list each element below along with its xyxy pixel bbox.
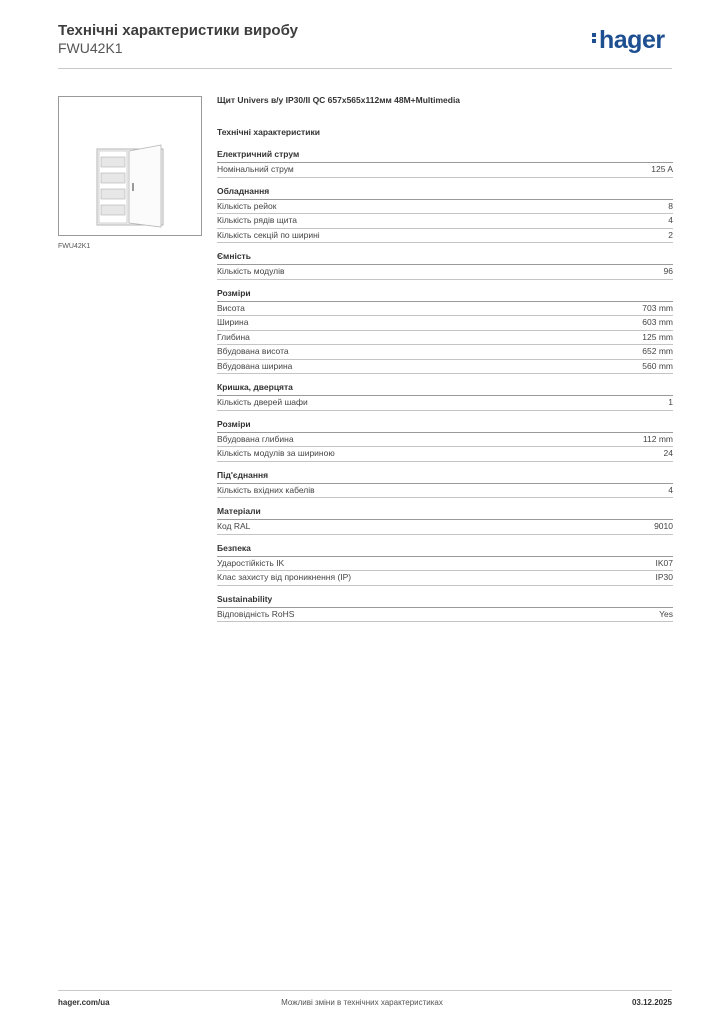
spec-label: Номінальний струм: [217, 164, 294, 174]
spec-row: [217, 229, 673, 244]
spec-row: [217, 265, 673, 280]
specs-heading: Технічні характеристики: [217, 127, 320, 137]
spec-value: 4: [668, 484, 673, 495]
spec-group-title: Розміри: [217, 419, 673, 433]
spec-label: Вбудована висота: [217, 346, 289, 356]
spec-group: [217, 506, 673, 535]
spec-value: Yes: [659, 608, 673, 619]
footer-date: 03.12.2025: [631, 998, 672, 1007]
spec-row: [217, 302, 673, 317]
spec-group-title: Кришка, дверцята: [217, 382, 673, 396]
logo-dots-icon: [592, 31, 597, 45]
spec-value: 125 A: [651, 164, 673, 174]
spec-label: Кількість дверей шафи: [217, 397, 308, 407]
spec-label: Кількість модулів: [217, 266, 285, 276]
page-title: Технічні характеристики виробу: [58, 22, 298, 39]
spec-value: 4: [668, 215, 673, 225]
spec-row: [217, 520, 673, 535]
spec-label: Відповідність RoHS: [217, 608, 295, 619]
image-caption: FWU42K1: [58, 243, 91, 250]
product-code: FWU42K1: [58, 40, 123, 56]
spec-value: 703 mm: [642, 302, 673, 313]
spec-group-title: Під'єднання: [217, 470, 673, 484]
footer-divider: [58, 990, 672, 991]
logo-text: hager: [599, 26, 665, 54]
spec-group-title: Sustainability: [217, 594, 673, 608]
spec-row: [217, 557, 673, 572]
distribution-board-icon: [59, 97, 201, 235]
spec-row: [217, 360, 673, 375]
spec-value: 9010: [654, 521, 673, 531]
spec-label: Кількість рядів щита: [217, 215, 297, 225]
spec-value: 560 mm: [642, 360, 673, 371]
spec-row: [217, 608, 673, 623]
spec-row: [217, 316, 673, 331]
spec-value: 1: [668, 397, 673, 407]
spec-group: [217, 543, 673, 586]
product-image-frame: [58, 96, 202, 236]
spec-value: 2: [668, 229, 673, 240]
spec-group-title: Безпека: [217, 543, 673, 557]
spec-group-title: Матеріали: [217, 506, 673, 520]
spec-label: Висота: [217, 302, 245, 313]
spec-group: [217, 288, 673, 375]
spec-label: Ударостійкість IK: [217, 557, 285, 568]
spec-label: Ширина: [217, 317, 249, 327]
spec-value: 8: [668, 200, 673, 211]
spec-group-title: Електричний струм: [217, 149, 673, 163]
spec-group-title: Обладнання: [217, 186, 673, 200]
footer-website: hager.com/ua: [58, 998, 110, 1007]
hager-logo: [592, 26, 665, 55]
spec-value: IP30: [655, 572, 673, 582]
spec-row: [217, 396, 673, 411]
spec-label: Кількість секцій по ширині: [217, 229, 320, 240]
spec-row: [217, 331, 673, 346]
spec-group: [217, 382, 673, 411]
spec-row: [217, 447, 673, 462]
spec-label: Кількість вхідних кабелів: [217, 484, 315, 495]
spec-groups: [217, 149, 673, 622]
footer-notice: Можливі зміни в технічних характеристиках: [281, 998, 443, 1007]
spec-group-title: Ємність: [217, 251, 673, 265]
spec-row: [217, 345, 673, 360]
spec-row: [217, 200, 673, 215]
spec-value: 96: [663, 266, 673, 276]
spec-label: Вбудована глибина: [217, 433, 294, 444]
spec-group: [217, 149, 673, 178]
spec-group-title: Розміри: [217, 288, 673, 302]
spec-row: [217, 571, 673, 586]
spec-row: [217, 163, 673, 178]
product-description: Щит Univers в/у IP30/II QC 657x565x112мм 48M+Multimedia: [217, 95, 461, 105]
spec-value: 112 mm: [642, 433, 673, 444]
spec-group: [217, 186, 673, 244]
spec-label: Вбудована ширина: [217, 360, 293, 371]
spec-label: Глибина: [217, 331, 250, 342]
spec-group: [217, 470, 673, 499]
spec-group: [217, 594, 673, 623]
spec-value: 125 mm: [642, 331, 673, 342]
spec-value: 603 mm: [642, 317, 673, 327]
spec-label: Клас захисту від проникнення (IP): [217, 572, 352, 582]
spec-label: Код RAL: [217, 521, 251, 531]
spec-group: [217, 419, 673, 462]
spec-value: IK07: [655, 557, 673, 568]
spec-row: [217, 433, 673, 448]
spec-value: 24: [663, 448, 673, 458]
spec-label: Кількість модулів за шириною: [217, 448, 335, 458]
spec-group: [217, 251, 673, 280]
spec-row: [217, 214, 673, 229]
header-divider: [58, 68, 672, 69]
spec-row: [217, 484, 673, 499]
spec-sheet: [217, 95, 673, 622]
spec-value: 652 mm: [642, 346, 673, 356]
spec-label: Кількість рейок: [217, 200, 277, 211]
